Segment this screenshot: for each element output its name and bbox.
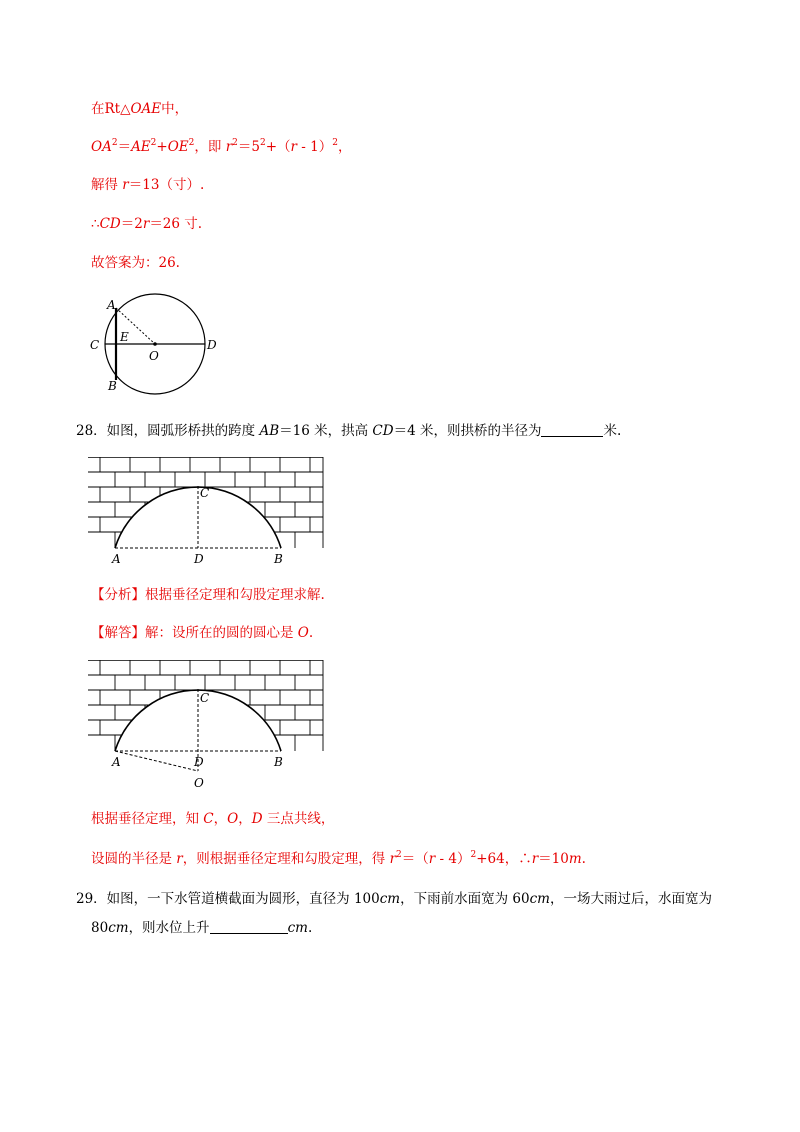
text: 根据垂径定理，知 [91, 811, 204, 827]
text: ＝16 米，拱高 [279, 423, 373, 439]
text: ＝（ [401, 851, 429, 867]
label-c: C [200, 486, 210, 500]
text: 中， [161, 101, 189, 117]
text: . [581, 851, 586, 867]
label-c: C [90, 338, 100, 352]
unit: cm [379, 891, 401, 907]
sup: 2 [259, 138, 266, 148]
text: 设圆的半径是 [91, 851, 177, 867]
sol27-line5 [91, 254, 180, 272]
text: ， [213, 811, 228, 827]
text: 28．如图，圆弧形桥拱的跨度 [76, 423, 260, 439]
bridge-figure-2 [88, 658, 328, 793]
sol27-line1 [91, 100, 188, 118]
brick-wall [88, 457, 323, 548]
q29-line2 [91, 919, 312, 937]
q28-text [76, 422, 621, 440]
text: 解得 [91, 177, 123, 193]
text: ，一场大雨过后，水面宽为 [549, 891, 712, 907]
q29-line1 [76, 890, 712, 908]
var: r [122, 177, 129, 193]
var: OE [167, 139, 189, 155]
var: D [251, 811, 263, 827]
text: 在Rt△ [91, 101, 131, 117]
sup: 2 [111, 138, 118, 148]
label-c: C [200, 691, 210, 705]
label-b: B [274, 755, 283, 769]
var: OA [91, 139, 112, 155]
text: ， [337, 139, 352, 155]
sol27-line2 [91, 138, 351, 156]
text: . [307, 920, 313, 936]
unit: cm [529, 891, 550, 907]
radius-ao [115, 751, 198, 771]
sol27-line4 [91, 215, 202, 233]
text: ∴ [91, 216, 100, 232]
answer-line [91, 624, 313, 642]
answer-tag: 【解答】 [91, 625, 145, 641]
text: ＝5 [237, 139, 260, 155]
var: AE [131, 139, 151, 155]
sol28-line1 [91, 810, 334, 828]
text: ＝ [117, 139, 132, 155]
bridge-figure-1 [88, 455, 328, 570]
text: 故答案为：26. [91, 255, 180, 271]
label-d: D [207, 338, 217, 352]
text: 80 [91, 920, 109, 936]
answer-blank [210, 919, 288, 934]
brick-wall [88, 660, 323, 751]
sup: 2 [470, 850, 477, 860]
unit: cm [108, 920, 129, 936]
var: r [428, 851, 436, 867]
sup: 2 [150, 138, 157, 148]
text: 三点共线， [262, 811, 335, 827]
analysis-tag: 【分析】 [91, 587, 145, 603]
var: r [142, 216, 150, 232]
label-a: A [112, 755, 121, 769]
triangle-name: OAE [130, 101, 162, 117]
label-a: A [107, 298, 116, 312]
text: 根据垂径定理和勾股定理求解. [145, 587, 325, 603]
sup: 2 [396, 850, 402, 860]
var: AB [259, 423, 280, 439]
sol28-line2 [91, 850, 586, 868]
label-d: D [194, 755, 204, 769]
label-b: B [108, 379, 117, 393]
text: 29．如图，一下水管道横截面为圆形，直径为 100 [76, 891, 380, 907]
var: O [297, 625, 309, 641]
var: r [176, 851, 183, 867]
text: ＝4 米，则拱桥的半径为 [393, 423, 542, 439]
label-e: E [120, 330, 129, 344]
sol27-line3 [91, 176, 204, 194]
label-a: A [112, 552, 121, 566]
text: ＝10 [538, 851, 569, 867]
answer-blank [541, 422, 603, 437]
text: 解：设所在的圆的圆心是 [145, 625, 298, 641]
text: ，即 [194, 139, 226, 155]
var: r [225, 139, 233, 155]
text: ， [238, 811, 252, 827]
circle-figure [85, 288, 235, 398]
sup: 2 [332, 138, 338, 148]
var: O [227, 811, 239, 827]
var: CD [372, 423, 394, 439]
text: . [308, 625, 314, 641]
text: - 4） [435, 851, 471, 867]
text: ＝13（寸）. [128, 177, 205, 193]
analysis-line [91, 586, 325, 604]
text: ，则水位上升 [128, 920, 210, 936]
label-o: O [194, 776, 204, 790]
center-point [153, 342, 157, 346]
label-o: O [149, 349, 159, 363]
var: C [203, 811, 214, 827]
label-b: B [274, 552, 283, 566]
text: - 1） [297, 139, 333, 155]
var: r [389, 851, 397, 867]
var: CD [99, 216, 121, 232]
text: ，则根据垂径定理和勾股定理，得 [182, 851, 390, 867]
unit: cm [287, 920, 308, 936]
text: 米. [603, 423, 622, 439]
text: + [156, 139, 168, 155]
text: +（ [265, 139, 291, 155]
var: r [531, 851, 539, 867]
unit: m [568, 851, 582, 867]
sup: 2 [232, 138, 238, 148]
label-d: D [194, 552, 204, 566]
text: +64，∴ [476, 851, 532, 867]
text: ＝2 [120, 216, 143, 232]
text: ，下雨前水面宽为 60 [400, 891, 530, 907]
sup: 2 [188, 138, 195, 148]
text: ＝26 寸. [149, 216, 203, 232]
var: r [290, 139, 297, 155]
